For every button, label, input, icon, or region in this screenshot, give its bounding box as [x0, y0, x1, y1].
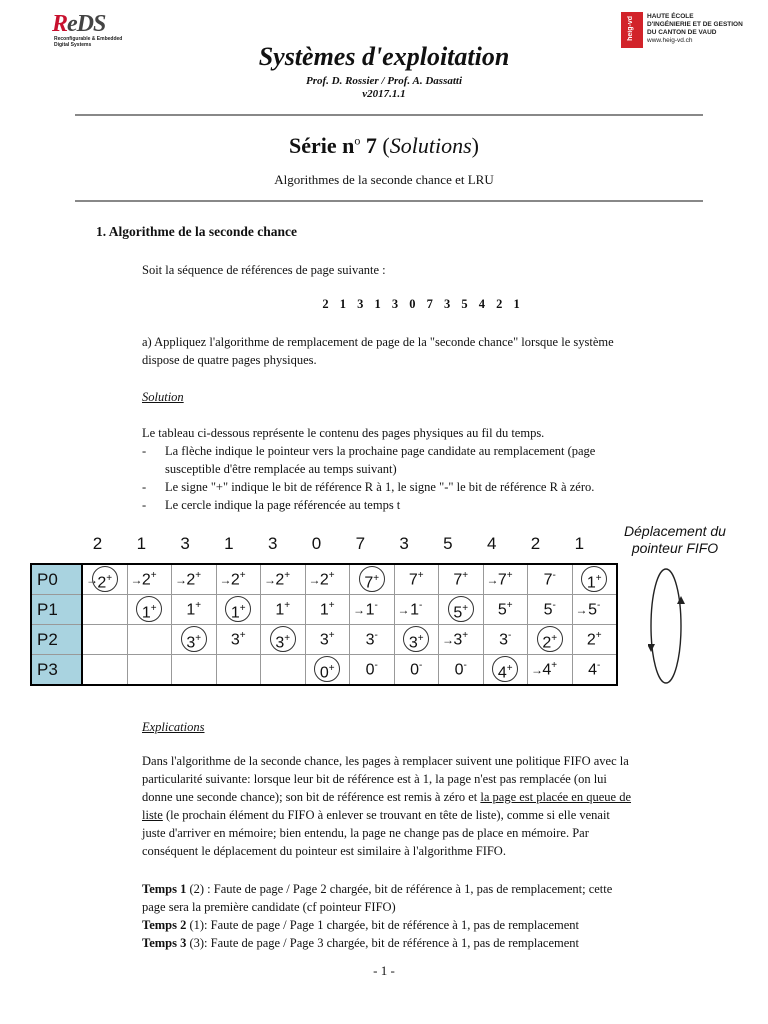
frame-cell — [172, 625, 217, 655]
heig-line3: DU CANTON DE VAUD — [647, 29, 717, 36]
frame-cell — [350, 625, 395, 655]
reference-sequence: 2 1 3 1 3 0 7 3 5 4 2 1 — [322, 297, 524, 311]
frame-cell — [127, 564, 172, 595]
reference-bit: - — [597, 659, 601, 671]
page-number: - 1 - — [373, 963, 395, 978]
page-value — [366, 600, 378, 619]
frame-cell — [261, 564, 306, 595]
frame-cell — [216, 595, 261, 625]
legend-line: La flèche indique le pointeur vers la prochaine page candidate au remplacement (page — [165, 444, 596, 458]
frame-cell — [572, 564, 617, 595]
reference-bit: - — [552, 599, 556, 611]
frame-cell — [528, 625, 573, 655]
frame-cell — [216, 655, 261, 686]
paragraph-line: juste d'arriver en mémoire; bien entendu, la page ne change pas de place en mémoire. Par — [142, 826, 589, 840]
legend-item — [142, 442, 595, 478]
reference-number: 0 — [311, 534, 322, 553]
reference-bit: - — [508, 629, 512, 641]
heig-line2: D'INGÉNIERIE ET DE GESTION — [647, 21, 743, 28]
page-number: 1 — [230, 604, 240, 622]
reference-bit: + — [417, 569, 424, 581]
page-value — [320, 630, 335, 649]
page-number: 2 — [319, 571, 329, 589]
referenced-page-circle — [92, 566, 118, 592]
reference-bit: + — [195, 569, 202, 581]
referenced-page-circle — [270, 626, 296, 652]
fifo-pointer-arrow-icon: → — [353, 602, 365, 617]
page-frame-table — [30, 563, 618, 686]
frame-label: P2 — [31, 625, 82, 655]
reference-number: 3 — [399, 534, 409, 553]
question-line2: dispose de quatre pages physiques. — [142, 353, 317, 367]
reference-bit: + — [506, 599, 513, 611]
frame-cell — [483, 655, 528, 686]
temps-label: Temps 3 — [142, 936, 187, 950]
reds-logo-r: R — [52, 11, 68, 37]
reference-number: 5 — [443, 534, 453, 553]
reference-bit: - — [597, 599, 601, 611]
reference-bit: + — [506, 569, 513, 581]
reference-bit: + — [462, 629, 469, 641]
frame-label: P1 — [31, 595, 82, 625]
temps-label: Temps 1 — [142, 882, 187, 896]
page-value — [588, 660, 600, 679]
paragraph-line: particularité suivante: lorsque leur bit de référence est à 1, la page n'est pas remplacée (on lui — [142, 772, 607, 786]
legend-line: susceptible d'être remplacée au temps suivant) — [165, 462, 397, 476]
frame-cell — [261, 625, 306, 655]
fifo-pointer-arrow-icon: → — [486, 572, 499, 587]
legend-list — [142, 442, 595, 514]
frame-cell — [572, 655, 617, 686]
frame-cell — [528, 564, 573, 595]
legend-item — [142, 496, 595, 514]
reference-bit: + — [284, 633, 291, 645]
page-number: 1 — [141, 604, 151, 622]
page-number: 5 — [543, 601, 553, 619]
page-value — [544, 570, 556, 589]
reference-bit: + — [551, 659, 558, 671]
reference-number: 1 — [574, 534, 585, 553]
frame-cell — [305, 595, 350, 625]
divider-top — [75, 114, 703, 116]
frame-cell — [82, 655, 127, 686]
page-number: 7 — [364, 574, 374, 592]
page-number: 3 — [408, 634, 418, 652]
reference-bit: - — [552, 569, 556, 581]
page-number: 1 — [186, 601, 196, 619]
page-number: 1 — [319, 601, 329, 619]
page-number: 2 — [586, 631, 596, 649]
page-value — [455, 660, 467, 679]
temps-label: Temps 2 — [142, 918, 187, 932]
reference-bit: + — [150, 569, 157, 581]
frame-cell — [572, 625, 617, 655]
reference-bit: - — [463, 659, 467, 671]
temps-text: (2) : Faute de page / Page 2 chargée, bit de référence à 1, pas de remplacement; cette — [186, 882, 613, 896]
reference-bit: + — [462, 569, 469, 581]
fifo-pointer-arrow-icon: → — [397, 602, 410, 617]
reference-number: 2 — [92, 534, 103, 553]
reference-bit: + — [239, 629, 246, 641]
reference-bit: + — [150, 603, 157, 615]
page-number: 0 — [410, 661, 420, 679]
heig-url: www.heig-vd.ch — [647, 37, 693, 44]
temps-text-cont: page sera la première candidate (cf pointeur FIFO) — [142, 900, 396, 914]
frame-cell — [439, 564, 484, 595]
page-number: 2 — [97, 574, 107, 592]
temps-item — [142, 916, 612, 934]
temps-text: (1): Faute de page / Page 1 chargée, bit de référence à 1, pas de remplacement — [186, 918, 579, 932]
heig-line1: HAUTE ÉCOLE — [647, 13, 694, 20]
fifo-cycle-icon — [648, 566, 714, 686]
divider-bottom — [75, 200, 703, 202]
table-row — [31, 564, 617, 595]
page-value — [542, 660, 557, 679]
table-intro: Le tableau ci-dessous représente le contenu des pages physiques au fil du temps. — [142, 426, 545, 440]
legend-item — [142, 478, 595, 496]
reference-bit: + — [462, 603, 469, 615]
frame-cell — [350, 564, 395, 595]
paragraph-line — [142, 806, 631, 824]
underlined-text: la page est placée en queue de — [480, 790, 632, 804]
temps-item — [142, 880, 612, 898]
explications-paragraph — [142, 752, 631, 860]
reference-number: 1 — [136, 534, 147, 553]
page-number: 1 — [275, 601, 285, 619]
fifo-pointer-arrow-icon: → — [308, 572, 321, 587]
paragraph-line: conséquent le déplacement du pointeur est similaire à l'algorithme FIFO. — [142, 844, 506, 858]
reference-number: 3 — [180, 534, 190, 553]
page-number: 7 — [453, 571, 463, 589]
frame-cell — [528, 655, 573, 686]
frame-cell — [82, 564, 127, 595]
reference-bit: - — [419, 659, 423, 671]
reference-bit: + — [595, 573, 602, 585]
frame-cell — [350, 595, 395, 625]
fifo-pointer-arrow-icon: → — [175, 572, 187, 587]
question-line1: a) Appliquez l'algorithme de remplacement de page de la "seconde chance" lorsque le système — [142, 335, 614, 349]
fifo-pointer-label — [615, 523, 735, 557]
frame-cell — [82, 595, 127, 625]
paragraph-text: (le prochain élément du FIFO à enlever se trouvant en tête de liste), comme si elle venait — [162, 808, 610, 822]
page-number: 3 — [453, 631, 463, 649]
page-number: 7 — [497, 571, 507, 589]
version: v2017.1.1 — [362, 88, 406, 100]
referenced-page-circle — [492, 656, 518, 682]
reference-bit: + — [328, 599, 335, 611]
table-row — [31, 655, 617, 686]
page-number: 3 — [499, 631, 509, 649]
page-value — [588, 600, 600, 619]
page-value — [366, 660, 378, 679]
page-number: 2 — [141, 571, 151, 589]
frame-cell — [439, 625, 484, 655]
temps-list — [142, 880, 612, 952]
frame-cell — [350, 655, 395, 686]
fifo-label-line1: Déplacement du — [624, 523, 726, 539]
frame-cell — [439, 595, 484, 625]
heig-vd-text — [647, 13, 743, 45]
fifo-pointer-arrow-icon: → — [219, 572, 232, 587]
reference-number: 4 — [486, 534, 497, 553]
frame-cell — [483, 595, 528, 625]
frame-cell — [394, 595, 439, 625]
page-value — [498, 570, 513, 589]
page-number: 7 — [543, 571, 553, 589]
referenced-page-circle — [225, 596, 251, 622]
frame-cell — [439, 655, 484, 686]
legend-dash: - — [142, 480, 147, 494]
course-title: Systèmes d'exploitation — [258, 42, 510, 71]
reference-number: 2 — [530, 534, 541, 553]
reference-bit: + — [328, 663, 335, 675]
reference-bit: + — [328, 629, 335, 641]
page-number: 5 — [588, 601, 598, 619]
explications-label: Explications — [142, 720, 205, 734]
fifo-pointer-arrow-icon: → — [442, 632, 454, 647]
frame-cell — [528, 595, 573, 625]
page-value — [499, 630, 511, 649]
professors: Prof. D. Rossier / Prof. A. Dassatti — [305, 75, 463, 87]
reference-bit: + — [506, 663, 513, 675]
reference-bit: - — [419, 599, 423, 611]
page-value — [186, 600, 201, 619]
referenced-page-circle — [181, 626, 207, 652]
frame-cell — [216, 564, 261, 595]
serie-title-italic: Solutions — [389, 133, 472, 158]
page-number: 5 — [453, 604, 463, 622]
frame-cell — [394, 655, 439, 686]
table-row — [31, 595, 617, 625]
serie-title-bold: Série n — [289, 133, 355, 158]
frame-cell — [172, 655, 217, 686]
paragraph-line — [142, 788, 631, 806]
reference-bit: - — [374, 659, 378, 671]
legend-line: Le cercle indique la page référencée au temps t — [165, 498, 401, 512]
frame-cell — [127, 595, 172, 625]
page-number: 0 — [365, 661, 375, 679]
solution-label: Solution — [142, 390, 184, 404]
frame-cell — [172, 564, 217, 595]
serie-paren-open: ( — [382, 133, 390, 158]
reference-bit: + — [551, 633, 558, 645]
page-value — [275, 600, 290, 619]
page-value — [186, 570, 201, 589]
reference-bit: + — [195, 633, 202, 645]
reference-number: 3 — [267, 534, 278, 553]
page-value — [366, 630, 378, 649]
reference-bit: + — [373, 573, 380, 585]
page-number: 1 — [586, 574, 596, 592]
referenced-page-circle — [359, 566, 385, 592]
frame-cell — [172, 595, 217, 625]
paragraph-line: Dans l'algorithme de la seconde chance, les pages à remplacer suivent une politique FIFO avec la — [142, 754, 629, 768]
fifo-pointer-arrow-icon: → — [575, 602, 588, 617]
reference-bit: + — [595, 629, 602, 641]
fifo-label-line2: pointeur FIFO — [631, 540, 719, 556]
reference-bit: + — [417, 633, 424, 645]
page-number: 0 — [319, 664, 329, 682]
page-number: 5 — [497, 601, 507, 619]
reference-bit: + — [195, 599, 202, 611]
question — [142, 333, 614, 369]
page-number: 3 — [319, 631, 329, 649]
frame-cell — [261, 655, 306, 686]
reference-number: 7 — [355, 534, 366, 553]
frame-cell — [572, 595, 617, 625]
temps-text: (3): Faute de page / Page 3 chargée, bit de référence à 1, pas de remplacement — [186, 936, 579, 950]
reds-logo-word: eDS — [67, 11, 106, 37]
frame-cell — [305, 564, 350, 595]
page-value — [410, 660, 422, 679]
referenced-page-circle — [136, 596, 162, 622]
referenced-page-circle — [314, 656, 340, 682]
frame-cell — [394, 625, 439, 655]
frame-cell — [261, 595, 306, 625]
frame-cell — [127, 655, 172, 686]
page-value — [320, 570, 335, 589]
reference-bit: + — [284, 599, 291, 611]
reference-bit: + — [239, 603, 246, 615]
page-value — [142, 570, 157, 589]
page-value — [320, 600, 335, 619]
page-number: 3 — [365, 631, 375, 649]
frame-cell — [305, 625, 350, 655]
page-number: 2 — [542, 634, 552, 652]
referenced-page-circle — [448, 596, 474, 622]
page-value — [587, 630, 602, 649]
fifo-pointer-arrow-icon: → — [531, 662, 543, 677]
page-value — [409, 570, 424, 589]
reference-bit: + — [239, 569, 246, 581]
heig-vd-logo-text: heig-vd — [627, 16, 634, 41]
serie-subtitle: Algorithmes de la seconde chance et LRU — [274, 172, 494, 187]
page-value — [453, 630, 468, 649]
reds-logo-sub1: Reconfigurable & Embedded — [54, 36, 123, 42]
page-number: 1 — [365, 601, 375, 619]
page-number: 3 — [186, 634, 196, 652]
page-value — [410, 600, 422, 619]
page-value — [275, 570, 290, 589]
section-heading: 1. Algorithme de la seconde chance — [96, 224, 297, 239]
reference-bit: + — [328, 569, 335, 581]
reference-bit: - — [374, 629, 378, 641]
frame-cell — [483, 625, 528, 655]
table-row — [31, 625, 617, 655]
page-value — [231, 570, 246, 589]
frame-cell — [305, 655, 350, 686]
page-number: 1 — [410, 601, 420, 619]
reference-bit: - — [374, 599, 378, 611]
referenced-page-circle — [537, 626, 563, 652]
frame-cell — [82, 625, 127, 655]
fifo-pointer-arrow-icon: → — [86, 572, 98, 587]
legend-line: Le signe "+" indique le bit de référence R à 1, le signe "-" le bit de référence R à zéro. — [165, 480, 595, 494]
page-number: 4 — [497, 664, 507, 682]
page-number: 3 — [275, 634, 285, 652]
reference-number: 1 — [224, 534, 234, 553]
serie-title — [0, 133, 768, 159]
underlined-text: liste — [142, 808, 163, 822]
page-value — [453, 570, 468, 589]
reds-logo-sub2: Digital Systems — [54, 42, 92, 48]
reference-bit: + — [106, 573, 113, 585]
page-number: 2 — [230, 571, 240, 589]
frame-label: P3 — [31, 655, 82, 686]
page-number: 7 — [408, 571, 418, 589]
page-number: 3 — [230, 631, 240, 649]
page-number: 0 — [454, 661, 464, 679]
frame-cell — [127, 625, 172, 655]
legend-dash: - — [142, 444, 147, 458]
page-number: 4 — [542, 661, 552, 679]
serie-title-num: 7 — [360, 133, 383, 158]
fifo-pointer-arrow-icon: → — [130, 572, 143, 587]
referenced-page-circle — [403, 626, 429, 652]
fifo-pointer-arrow-icon: → — [264, 572, 276, 587]
referenced-page-circle — [581, 566, 607, 592]
page-number: 2 — [186, 571, 196, 589]
page-number: 4 — [588, 661, 598, 679]
legend-dash: - — [142, 498, 147, 512]
frame-cell — [394, 564, 439, 595]
frame-label: P0 — [31, 564, 82, 595]
page-value — [231, 630, 246, 649]
page-value — [498, 600, 513, 619]
paragraph-text: donne une seconde chance); son bit de référence est remis à zéro et — [142, 790, 481, 804]
frame-cell — [216, 625, 261, 655]
reference-bit: + — [284, 569, 291, 581]
serie-title-sup: o — [354, 133, 361, 148]
page-number: 2 — [275, 571, 285, 589]
frame-cell — [483, 564, 528, 595]
page-value — [544, 600, 556, 619]
intro-text: Soit la séquence de références de page suivante : — [142, 263, 386, 277]
serie-paren-close: ) — [471, 133, 479, 158]
temps-item — [142, 934, 612, 952]
